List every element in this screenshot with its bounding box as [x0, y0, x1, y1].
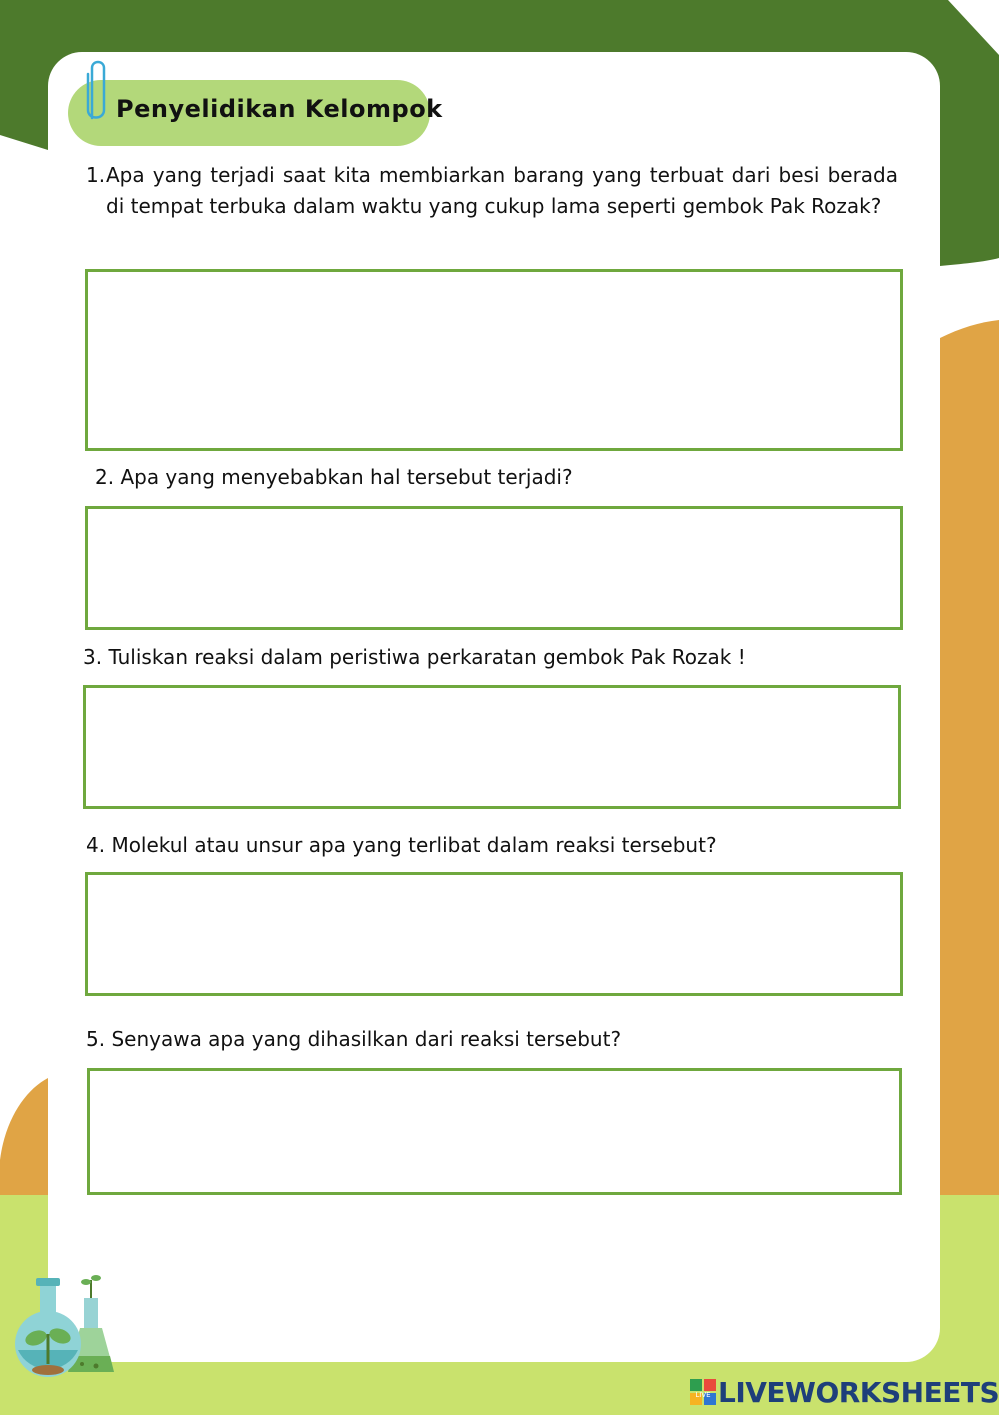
answer-box-1[interactable] — [85, 269, 903, 451]
question-5-text: 5. Senyawa apa yang dihasilkan dari reaksi tersebut? — [86, 1027, 622, 1051]
question-1-text: Apa yang terjadi saat kita membiarkan barang yang terbuat dari besi berada di tempat terbuka dalam waktu yang cukup lama seperti gembok Pak Rozak? — [106, 163, 898, 218]
liveworksheets-logo-icon — [690, 1379, 716, 1405]
paperclip-icon — [82, 54, 110, 126]
liveworksheets-brand — [690, 1374, 999, 1410]
left-orange-shape — [0, 1078, 48, 1200]
question-1-number: 1. — [86, 163, 106, 187]
right-orange-shape — [940, 320, 999, 1200]
question-4-text: 4. Molekul atau unsur apa yang terlibat dalam reaksi tersebut? — [86, 833, 717, 857]
answer-box-3[interactable] — [83, 685, 901, 809]
question-2-text: 2. Apa yang menyebabkan hal tersebut terjadi? — [95, 465, 573, 489]
worksheet-title: Penyelidikan Kelompok — [116, 95, 443, 123]
question-3-text: 3. Tuliskan reaksi dalam peristiwa perkaratan gembok Pak Rozak ! — [83, 645, 746, 669]
lab-flasks-icon — [10, 1272, 120, 1382]
answer-box-5[interactable] — [87, 1068, 902, 1195]
brand-name: LIVEWORKSHEETS — [718, 1375, 999, 1409]
logo-letters: LIVE — [695, 1391, 711, 1399]
answer-box-4[interactable] — [85, 872, 903, 996]
answer-box-2[interactable] — [85, 506, 903, 630]
